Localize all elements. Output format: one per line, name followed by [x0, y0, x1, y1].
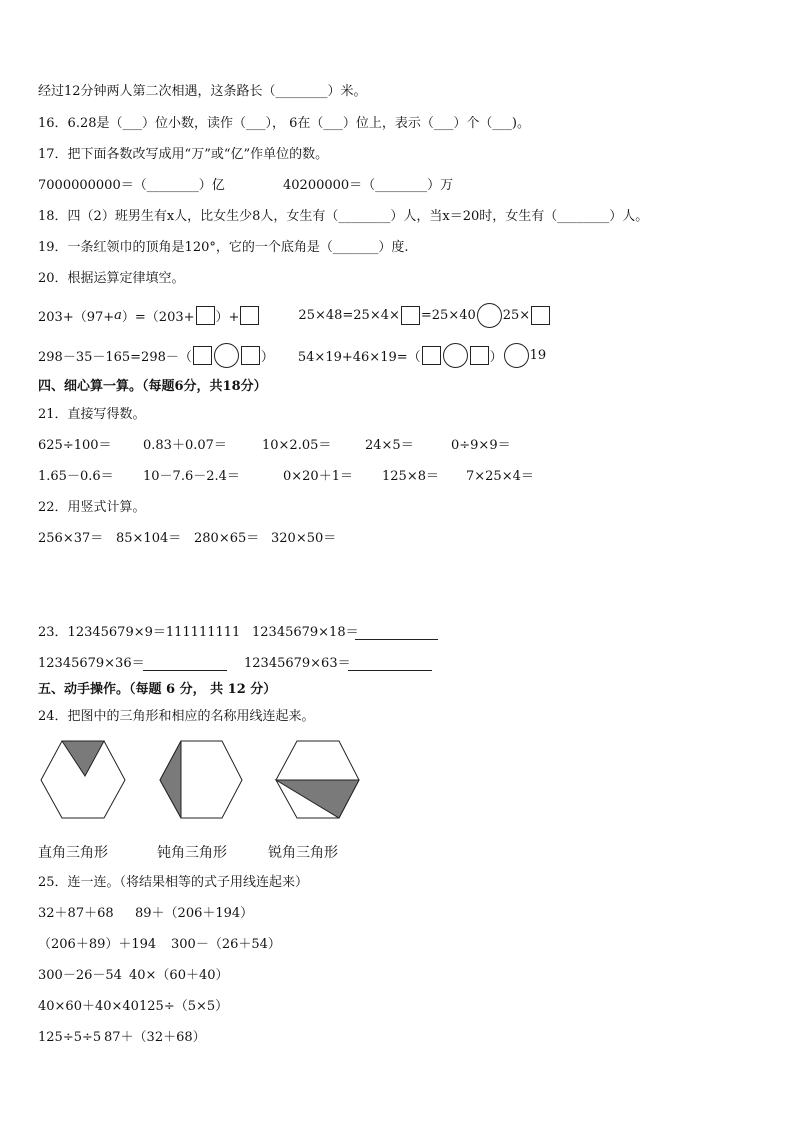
q23-b: 12345679×18＝	[252, 625, 359, 640]
q18: 18．四（2）班男生有x人，比女生少8人，女生有（________）人，当x＝20时，女生有（________）人。	[38, 209, 649, 224]
answer-box[interactable]	[196, 306, 215, 325]
q23-a: 23．12345679×9＝111111111	[38, 625, 241, 640]
answer-circle[interactable]	[214, 343, 239, 368]
q20-r2a-prefix: 298－35－165=298－（	[38, 349, 192, 365]
q25-right[interactable]: 89＋（206＋194）	[135, 906, 254, 921]
q17: 17．把下面各数改写成用“万”或“亿”作单位的数。	[38, 147, 329, 162]
q20-row2	[38, 342, 546, 368]
q25-left[interactable]: 40×60＋40×40	[38, 999, 139, 1014]
q20: 20．根据运算定律填空。	[38, 271, 185, 286]
q21-item: 0÷9×9＝	[451, 438, 511, 453]
q15-tail: 经过12分钟两人第二次相遇，这条路长（________）米。	[38, 84, 367, 99]
label-right-triangle: 直角三角形	[38, 845, 108, 861]
q21-item: 125×8＝	[382, 469, 439, 484]
answer-box[interactable]	[241, 346, 260, 365]
q20-r2b-end: 19	[529, 347, 547, 363]
q20-r1b-mid: =25×40	[420, 307, 476, 323]
q25-left[interactable]: 300－26－54	[38, 968, 122, 983]
q25: 25．连一连。（将结果相等的式子用线连起来）	[38, 875, 309, 890]
answer-box[interactable]	[422, 346, 441, 365]
q23-d: 12345679×63＝	[244, 656, 351, 671]
label-obtuse-triangle: 钝角三角形	[157, 845, 227, 861]
q21-item: 24×5＝	[365, 438, 414, 453]
q21-item: 0×20＋1＝	[283, 469, 353, 484]
answer-line[interactable]	[348, 670, 432, 671]
answer-line[interactable]	[355, 639, 438, 640]
q20-r2b-close: ）	[489, 349, 503, 365]
q21-item: 0.83＋0.07＝	[143, 438, 227, 453]
q22-item: 280×65＝	[194, 531, 260, 546]
q22: 22．用竖式计算。	[38, 500, 146, 515]
q20-row1	[38, 302, 551, 328]
q25-right[interactable]: 300－（26＋54）	[171, 937, 281, 952]
q25-right[interactable]: 125÷（5×5）	[139, 999, 229, 1014]
answer-line[interactable]	[143, 670, 227, 671]
q21-item: 10×2.05＝	[262, 438, 332, 453]
q21: 21．直接写得数。	[38, 407, 146, 422]
q25-right[interactable]: 87＋（32＋68）	[104, 1030, 206, 1045]
answer-box[interactable]	[240, 306, 259, 325]
q25-left[interactable]: 125÷5÷5	[38, 1030, 102, 1045]
q22-item: 256×37＝	[38, 531, 104, 546]
q21-item: 7×25×4＝	[466, 469, 534, 484]
q17-a: 7000000000＝（________）亿	[38, 178, 225, 193]
q22-item: 85×104＝	[116, 531, 182, 546]
q21-item: 10－7.6－2.4＝	[143, 469, 240, 484]
answer-box[interactable]	[531, 306, 550, 325]
q20-r1b-end: 25×	[502, 307, 531, 323]
hexagon-figures	[0, 738, 794, 838]
section5-title: 五、动手操作。（每题 6 分， 共 12 分）	[38, 682, 277, 697]
q20-r1a-prefix: 203+（97+	[38, 309, 115, 325]
q20-r1a-close: ）+	[215, 309, 240, 325]
q21-item: 1.65－0.6＝	[38, 469, 114, 484]
q25-left[interactable]: （206＋89）＋194	[38, 937, 157, 952]
hexagon-figure-acute-triangle	[276, 741, 359, 818]
answer-box[interactable]	[193, 346, 212, 365]
q21-item: 625÷100＝	[38, 438, 112, 453]
q20-r1a-var: a	[114, 307, 122, 323]
q17-b: 40200000＝（________）万	[283, 178, 454, 193]
q20-r1b-prefix: 25×48=25×4×	[298, 307, 400, 323]
answer-box[interactable]	[401, 306, 420, 325]
answer-box[interactable]	[470, 346, 489, 365]
q20-r2b-prefix: 54×19+46×19=（	[297, 349, 421, 365]
q19: 19．一条红领巾的顶角是120°，它的一个底角是（_______）度.	[38, 240, 409, 255]
hexagon-figure-right-triangle	[41, 741, 125, 818]
q16: 16．6.28是（___）位小数，读作（___）， 6在（___）位上，表示（___）个（___)。	[38, 116, 530, 131]
q22-item: 320×50＝	[271, 531, 337, 546]
section4-title: 四、细心算一算。（每题6分，共18分）	[38, 379, 267, 394]
q20-r2a-close: ）	[260, 349, 274, 365]
q20-r1a-mid: ）=（203+	[121, 309, 195, 325]
answer-circle[interactable]	[504, 343, 529, 368]
q24: 24．把图中的三角形和相应的名称用线连起来。	[38, 709, 315, 724]
answer-circle[interactable]	[477, 303, 502, 328]
q23-c: 12345679×36＝	[38, 656, 145, 671]
q25-left[interactable]: 32＋87＋68	[38, 906, 114, 921]
hexagon-figure-obtuse-triangle	[160, 741, 242, 818]
q25-right[interactable]: 40×（60＋40）	[129, 968, 229, 983]
answer-circle[interactable]	[443, 343, 468, 368]
label-acute-triangle: 锐角三角形	[268, 845, 338, 861]
